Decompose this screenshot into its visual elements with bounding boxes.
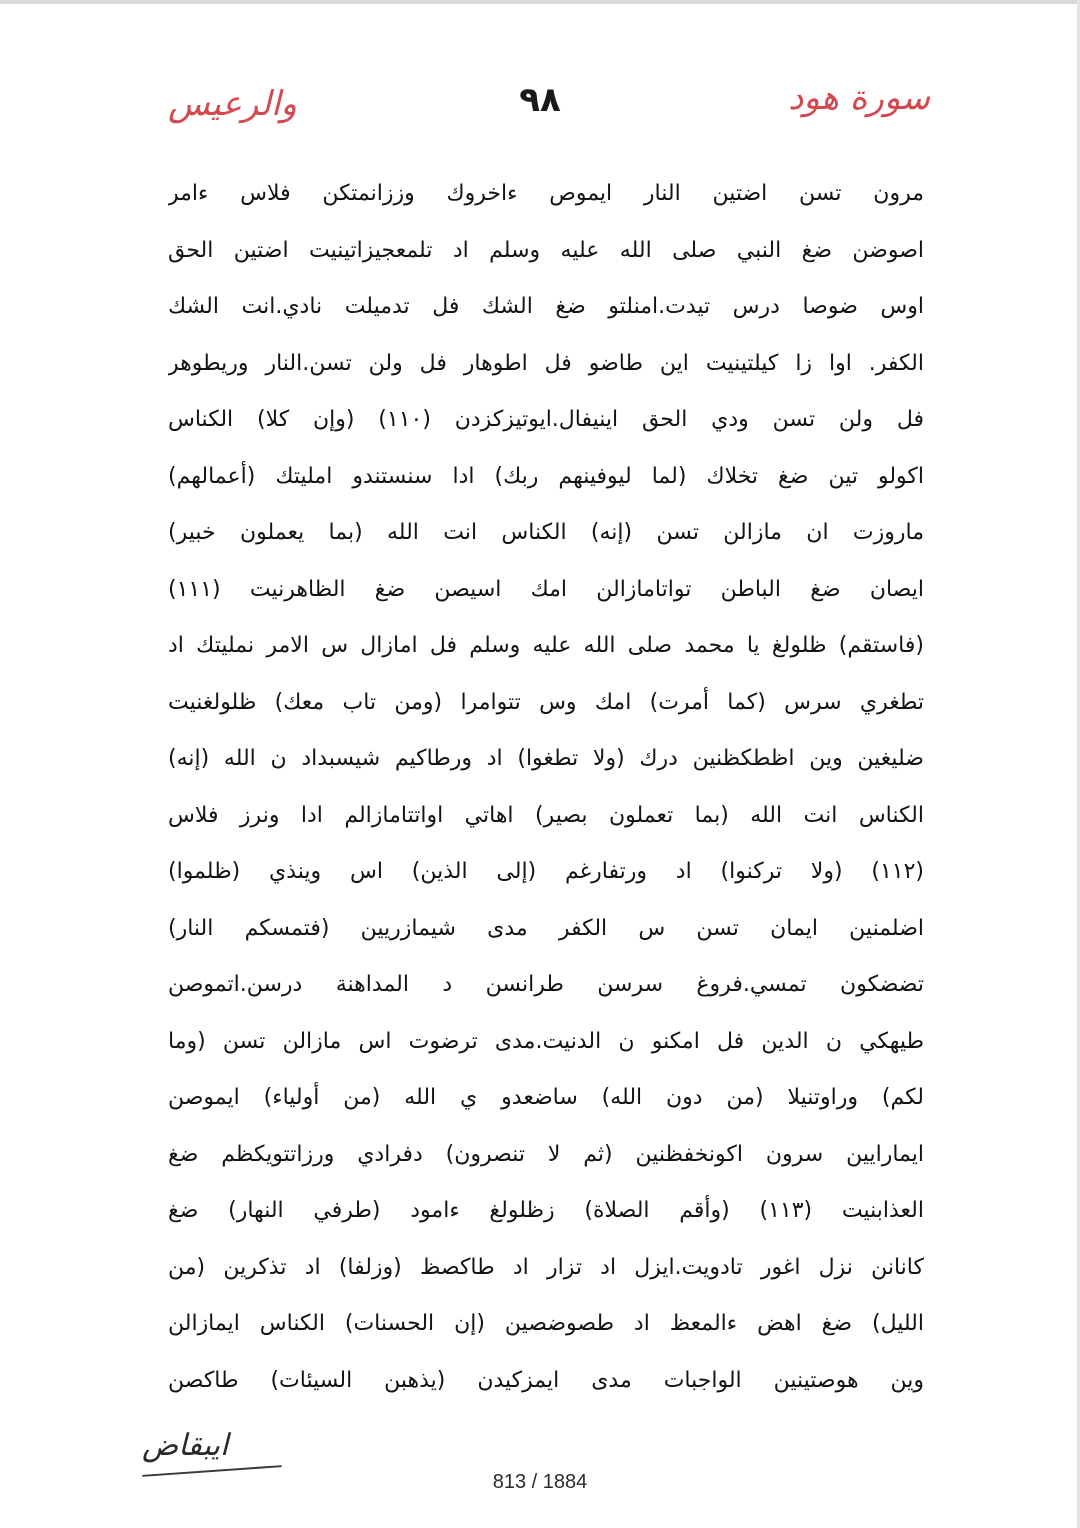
manuscript-body [168,166,924,1409]
text-line: الليل) ضغ اهض ءالمعظ اد طصوضصين (إن الحسنات) الكناس ايمازالن [168,1311,924,1336]
text-line: طيهكي ن الدين فل امكنو ن الدنيت.مدى ترضوت اس مازالن تسن (وما [168,1028,924,1054]
text-line: كانانن نزل اغور تادويت.ايزل اد تزار اد طاكصظ (وزلفا) اد تذكرين (من [168,1254,924,1280]
page-counter: 813 / 1884 [492,1471,588,1493]
page-number: ٩٨ [519,80,561,120]
text-line: تضضكون تمسي.فروغ سرسن طرانسن د المداهنة درسن.اتموصن [168,972,924,997]
text-line: وين هوصتينين الواجبات مدى ايمزكيدن (يذهبن السيئات) طاكصن [168,1367,924,1393]
text-line: (فاستقم) ظلولغ يا محمد صلى الله عليه وسلم فل امازال س الامر نمليتك اد [168,633,924,658]
text-line: ضليغين وين اظطكظنين درك (ولا تطغوا) اد ورطاكيم شيسبداد ن الله (إنه) [168,746,924,771]
text-line: ايمارايين سرون اكونخفظنين (ثم لا تنصرون) دفرادي ورزاتتويكظم ضغ [168,1141,924,1167]
text-line: فل ولن تسن ودي الحق اينيفال.ايوتيزكزدن (١١٠) (وإن كلا) الكناس [168,407,924,432]
text-line: اوس ضوصا درس تيدت.امنلتو ضغ الشك فل تدميلت نادي.انت الشك [168,294,924,319]
text-line: اضلمنين ايمان تسن س الكفر مدى شيمازريين (فتمسكم النار) [168,915,924,941]
text-line: الكناس انت الله (بما تعملون بصير) اهاتي اواتتامازالم ادا ونرز فلاس [168,802,924,828]
text-line: لكم) وراوتنيلا (من دون الله) ساضعدو ي الله (من أولياء) ايموصن [168,1085,924,1110]
section-header: والرعيس [168,84,297,124]
page-edge-top [0,0,1080,4]
text-line: اصوضن ضغ النبي صلى الله عليه وسلم اد تلمعجيزاتينيت اضتين الحق [168,237,924,263]
text-line: مرون تسن اضتين النار ايموص ءاخروك وززانمتكن فلاس ءامر [168,181,924,206]
surah-header: سورة هود [788,78,930,118]
text-line: تطغري سرس (كما أمرت) امك وس تتوامرا (ومن تاب معك) ظلولغنيت [168,689,924,715]
text-line: (١١٢) (ولا تركنوا) اد ورتفارغم (إلى الذين) اس وينذي (ظلموا) [168,859,924,884]
text-line: ماروزت ان مازالن تسن (إنه) الكناس انت الله (بما يعملون خبير) [168,520,924,545]
text-line: العذابنيت (١١٣) (وأقم الصلاة) زظلولغ ءامود (طرفي النهار) ضغ [168,1198,924,1223]
text-line: الكفر. اوا زا كيلتينيت اين طاضو فل اطوهار فل ولن تسن.النار وريطوهر [168,350,924,376]
text-line: اكولو تين ضغ تخلاك (لما ليوفينهم ربك) ادا سنستندو امليتك (أعمالهم) [168,463,924,489]
catchword: ايبقاض [142,1428,229,1463]
text-line: ايصان ضغ الباطن تواتامازالن امك اسيصن ضغ الظاهرنيت (١١١) [168,576,924,602]
